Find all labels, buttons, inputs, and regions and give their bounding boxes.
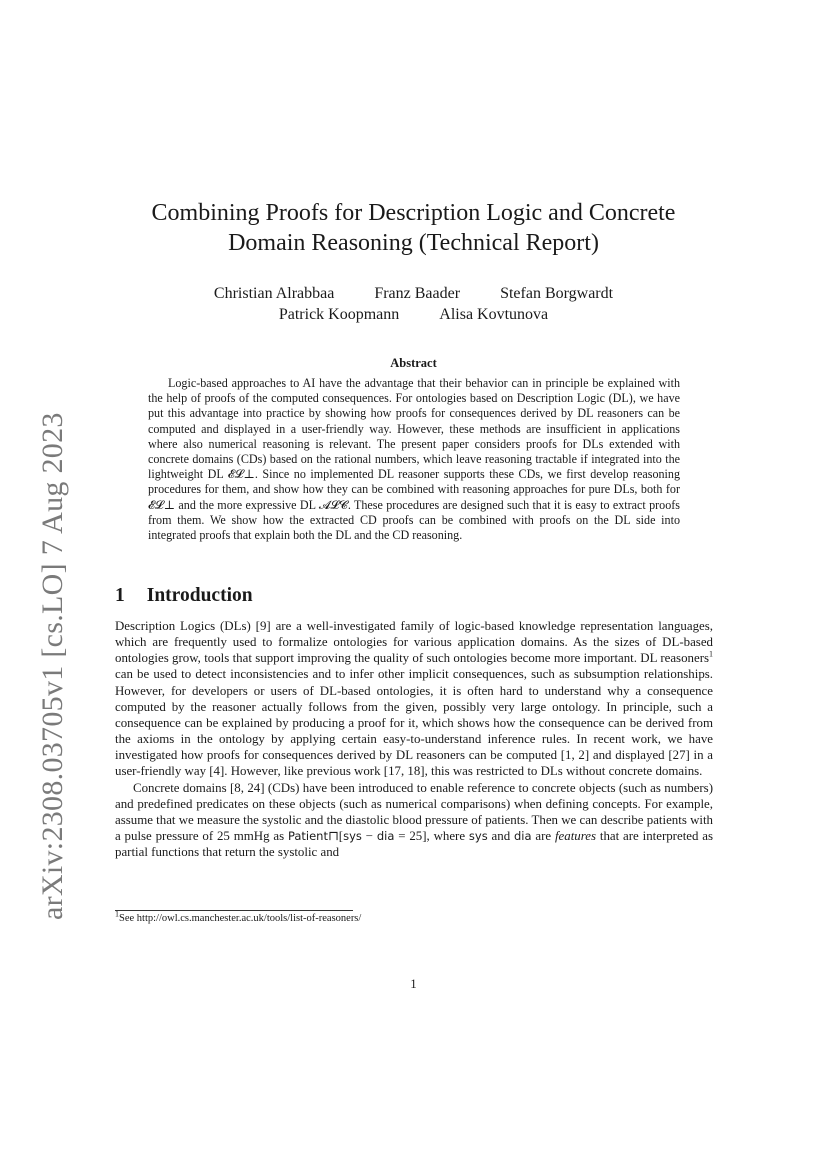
footnote <box>115 909 362 924</box>
feature-name: sys <box>343 829 362 844</box>
paragraph-text: that are interpreted as partial functions that return the systolic and <box>115 829 714 860</box>
author-list <box>110 283 717 325</box>
abstract-heading: Abstract <box>390 356 437 370</box>
feature-name: dia <box>514 829 532 844</box>
emphasized-term: features <box>554 829 597 844</box>
paper-title-line-1: Combining Proofs for Description Logic and Concrete <box>151 200 676 226</box>
footnote-mark: 1 <box>709 650 713 660</box>
paragraph <box>115 618 713 780</box>
math-symbol: − <box>361 829 377 844</box>
footnote-mark: 1 <box>115 909 119 919</box>
paragraph <box>115 780 713 861</box>
concept-name: Patient <box>287 829 328 844</box>
paper-title-line-2: Domain Reasoning (Technical Report) <box>228 230 599 256</box>
section-number: 1 <box>115 585 125 606</box>
paper-title <box>110 198 717 258</box>
feature-name: sys <box>468 829 488 844</box>
author-name: Christian Alrabbaa <box>213 285 335 302</box>
author-name: Alisa Kovtunova <box>439 306 549 323</box>
author-name: Franz Baader <box>374 285 461 302</box>
arxiv-identifier-stamp: arXiv:2308.03705v1 [cs.LO] 7 Aug 2023 <box>36 412 69 920</box>
author-row-1 <box>110 283 717 304</box>
footnote-divider <box>115 910 353 911</box>
footnote-text: See http://owl.cs.manchester.ac.uk/tools/list-of-reasoners/ <box>119 913 362 924</box>
section-heading <box>115 585 253 607</box>
math-symbol: = 25], <box>394 829 430 844</box>
section-title: Introduction <box>146 585 253 606</box>
paragraph-text: are <box>531 829 555 844</box>
author-row-2 <box>110 304 717 325</box>
abstract-text: Logic-based approaches to AI have the advantage that their behavior can in principle be explained with the help of proofs of the computed consequences. For ontologies based on Description Logic (DL), we have put this advantage into practice by showing how proofs for consequences derived by DL reasoners can be computed and displayed in a user-friendly way. However, these methods are insufficient in applications where also numerical reasoning is relevant. The present paper considers proofs for DLs extended with concrete domains (CDs) based on the rational numbers, which leave reasoning tractable if integrated into the lightweight DL 𝓔𝓛⊥. Since no implemented DL reasoner supports these CDs, we first develop reasoning procedures for them, and show how they can be combined with reasoning approaches for pure DLs, both for 𝓔𝓛⊥ and the more expressive DL 𝓐𝓛𝓒. These procedures are designed such that it is easy to extract proofs from them. We show how the extracted CD proofs can be combined with proofs on the DL side into integrated proofs that explain both the DL and the CD reasoning. <box>148 376 680 543</box>
paragraph-text: can be used to detect inconsistencies and to infer other implicit consequences, such as subsumption relationships. However, for developers or users of DL-based ontologies, it is often hard to understand why a consequence computed by the reasoner actually follows from the given, possibly very large ontology. In principle, such a consequence can be explained by producing a proof for it, which shows how the consequence can be derived from the axioms in the ontology by applying certain easy-to-understand inference rules. In recent work, we have investigated how proofs for consequences derived by DL reasoners can be computed [1, 2] and displayed [27] in a user-friendly way [4]. However, like previous work [17, 18], this was restricted to DLs without concrete domains. <box>115 667 713 779</box>
page-number: 1 <box>410 977 417 991</box>
paragraph-text: where <box>429 829 469 844</box>
paragraph-text: Description Logics (DLs) [9] are a well-investigated family of logic-based knowledge representation languages, which are frequently used to formalize ontologies for various application domains. As the sizes of DL-based ontologies grow, tools that support improving the quality of such ontologies become more important. DL reasoners <box>115 619 713 666</box>
body-text <box>115 618 713 860</box>
author-name: Patrick Koopmann <box>278 306 400 323</box>
math-symbol: ⊓[ <box>327 829 344 844</box>
paragraph-text: Concrete domains [8, 24] (CDs) have been introduced to enable reference to concrete objects (such as numbers) and predefined predicates on these objects (such as numerical comparisons) when defining concepts. For example, assume that we measure the systolic and the diastolic blood pressure of patients. Then we can describe patients with a pulse pressure of 25 mmHg as <box>115 780 713 844</box>
paragraph-text: and <box>487 829 514 844</box>
author-name: Stefan Borgwardt <box>500 285 614 302</box>
feature-name: dia <box>376 829 395 844</box>
